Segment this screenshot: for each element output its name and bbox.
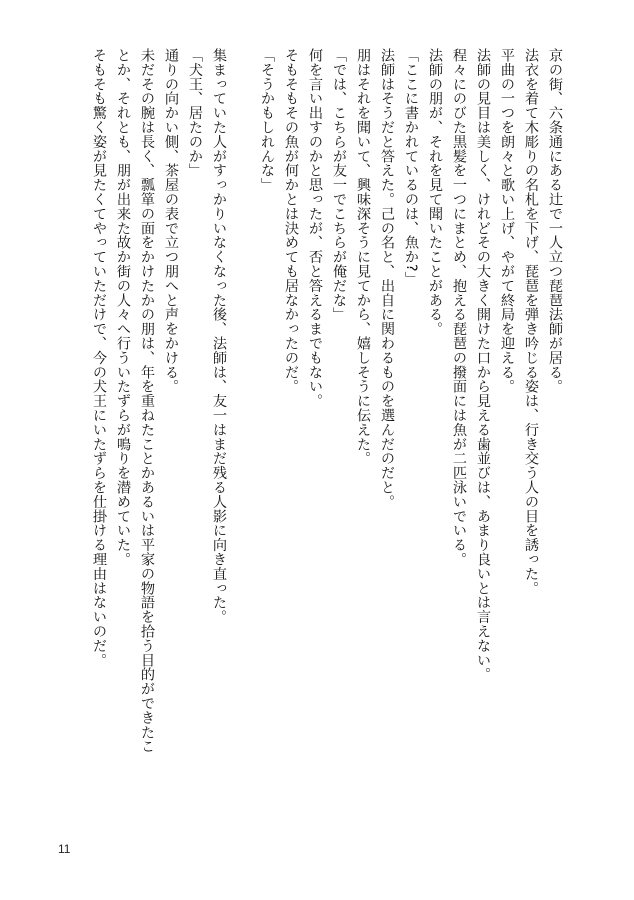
text-line: 法衣を着て木彫りの名札を下げ、琵琶を弾き吟じる姿は、行き交う人の目を誘った。 — [523, 48, 539, 596]
text-line: 集まっていた人がすっかりいなくなった後、法師は、友一はまだ残る人影に向き直った。 — [211, 48, 227, 624]
text-line: 何を言い出すのかと思ったが、否と答えるまでもない。 — [307, 48, 323, 408]
text-line: そもそもその魚が何かとは決めても居なかったのだ。 — [283, 48, 299, 394]
dialogue-line: 「犬王、居たのか」 — [187, 48, 203, 178]
text-line: 法師の朋が、それを見て聞いたことがある。 — [427, 48, 443, 336]
text-line: 朋はそれを聞いて、興味深そうに見てから、嬉しそうに伝えた。 — [355, 48, 371, 466]
text-line: 法師はそうだと答えた。己の名と、出自に関わるものを選んだのだと。 — [379, 48, 395, 509]
text-line: 通りの向かい側、茶屋の表で立つ朋へと声をかける。 — [163, 48, 179, 394]
text-line: 未だその腕は長く、瓢箪の面をかけたかの朋は、年を重ねたことかあるいは平家の物語を拾う目的ができたこ — [139, 48, 155, 754]
text-line: 京の街、六条通にある辻で一人立つ琵琶法師が居る。 — [547, 48, 563, 394]
text-line: とか、それとも、朋が出来た故か街の人々へ行ういたずらが鳴りを潜めていた。 — [115, 48, 131, 567]
text-line: 平曲の一つを朗々と歌い上げ、やがて終局を迎える。 — [499, 48, 515, 394]
dialogue-line: 「ここに書かれているのは、魚か?」 — [403, 48, 419, 287]
dialogue-line: 「では、こちらが友一でこちらが俺だな」 — [331, 48, 347, 322]
page-number: 11 — [58, 842, 71, 856]
text-line: 程々にのびた黒髪を一つにまとめ、抱える琵琶の撥面には魚が二匹泳いでいる。 — [451, 48, 467, 567]
text-line: そもそも驚く姿が見たくてやっていただけで、今の犬王にいたずらを仕掛ける理由はないのだ。 — [91, 48, 107, 668]
dialogue-line: 「そうかもしれんな」 — [259, 48, 275, 192]
text-line: 法師の見目は美しく、けれどその大きく開けた口から見える歯並びは、あまり良いとは言えない。 — [475, 48, 491, 682]
